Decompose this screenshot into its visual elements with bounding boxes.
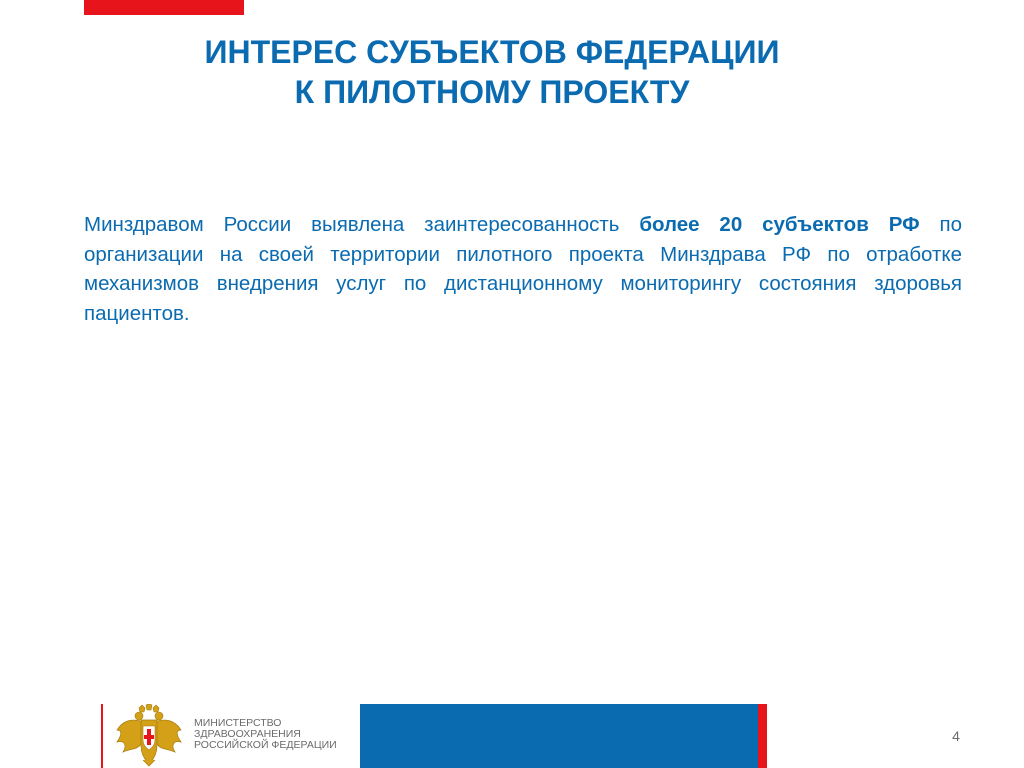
footer-red-band	[758, 704, 767, 768]
ministry-name-line-1: МИНИСТЕРСТВО	[194, 717, 282, 729]
slide-title-line-1: ИНТЕРЕС СУБЪЕКТОВ ФЕДЕРАЦИИ	[204, 34, 780, 70]
footer-red-divider	[101, 704, 103, 768]
slide-title	[84, 32, 900, 112]
footer	[0, 704, 1024, 768]
footer-blue-band	[360, 704, 758, 768]
body-text-intro: Минздравом России выявлена заинтересованность	[84, 213, 640, 236]
slide-title-line-2: К ПИЛОТНОМУ ПРОЕКТУ	[294, 74, 690, 110]
body-text-rest: по организации на своей территории пилотного проекта Минздрава РФ по отработке механизмов внедрения услуг по дистанционному мониторингу состояния здоровья пациентов.	[84, 213, 962, 325]
double-headed-eagle-emblem-icon	[113, 704, 185, 768]
page-number: 4	[952, 728, 960, 744]
ministry-name-line-3: РОССИЙСКОЙ ФЕДЕРАЦИИ	[194, 739, 337, 751]
top-accent-bar	[84, 0, 244, 15]
ministry-name-line-2: ЗДРАВООХРАНЕНИЯ	[194, 728, 301, 740]
body-paragraph	[84, 210, 962, 328]
body-text-highlight: более 20 субъектов РФ	[639, 213, 920, 236]
ministry-name	[194, 718, 337, 751]
